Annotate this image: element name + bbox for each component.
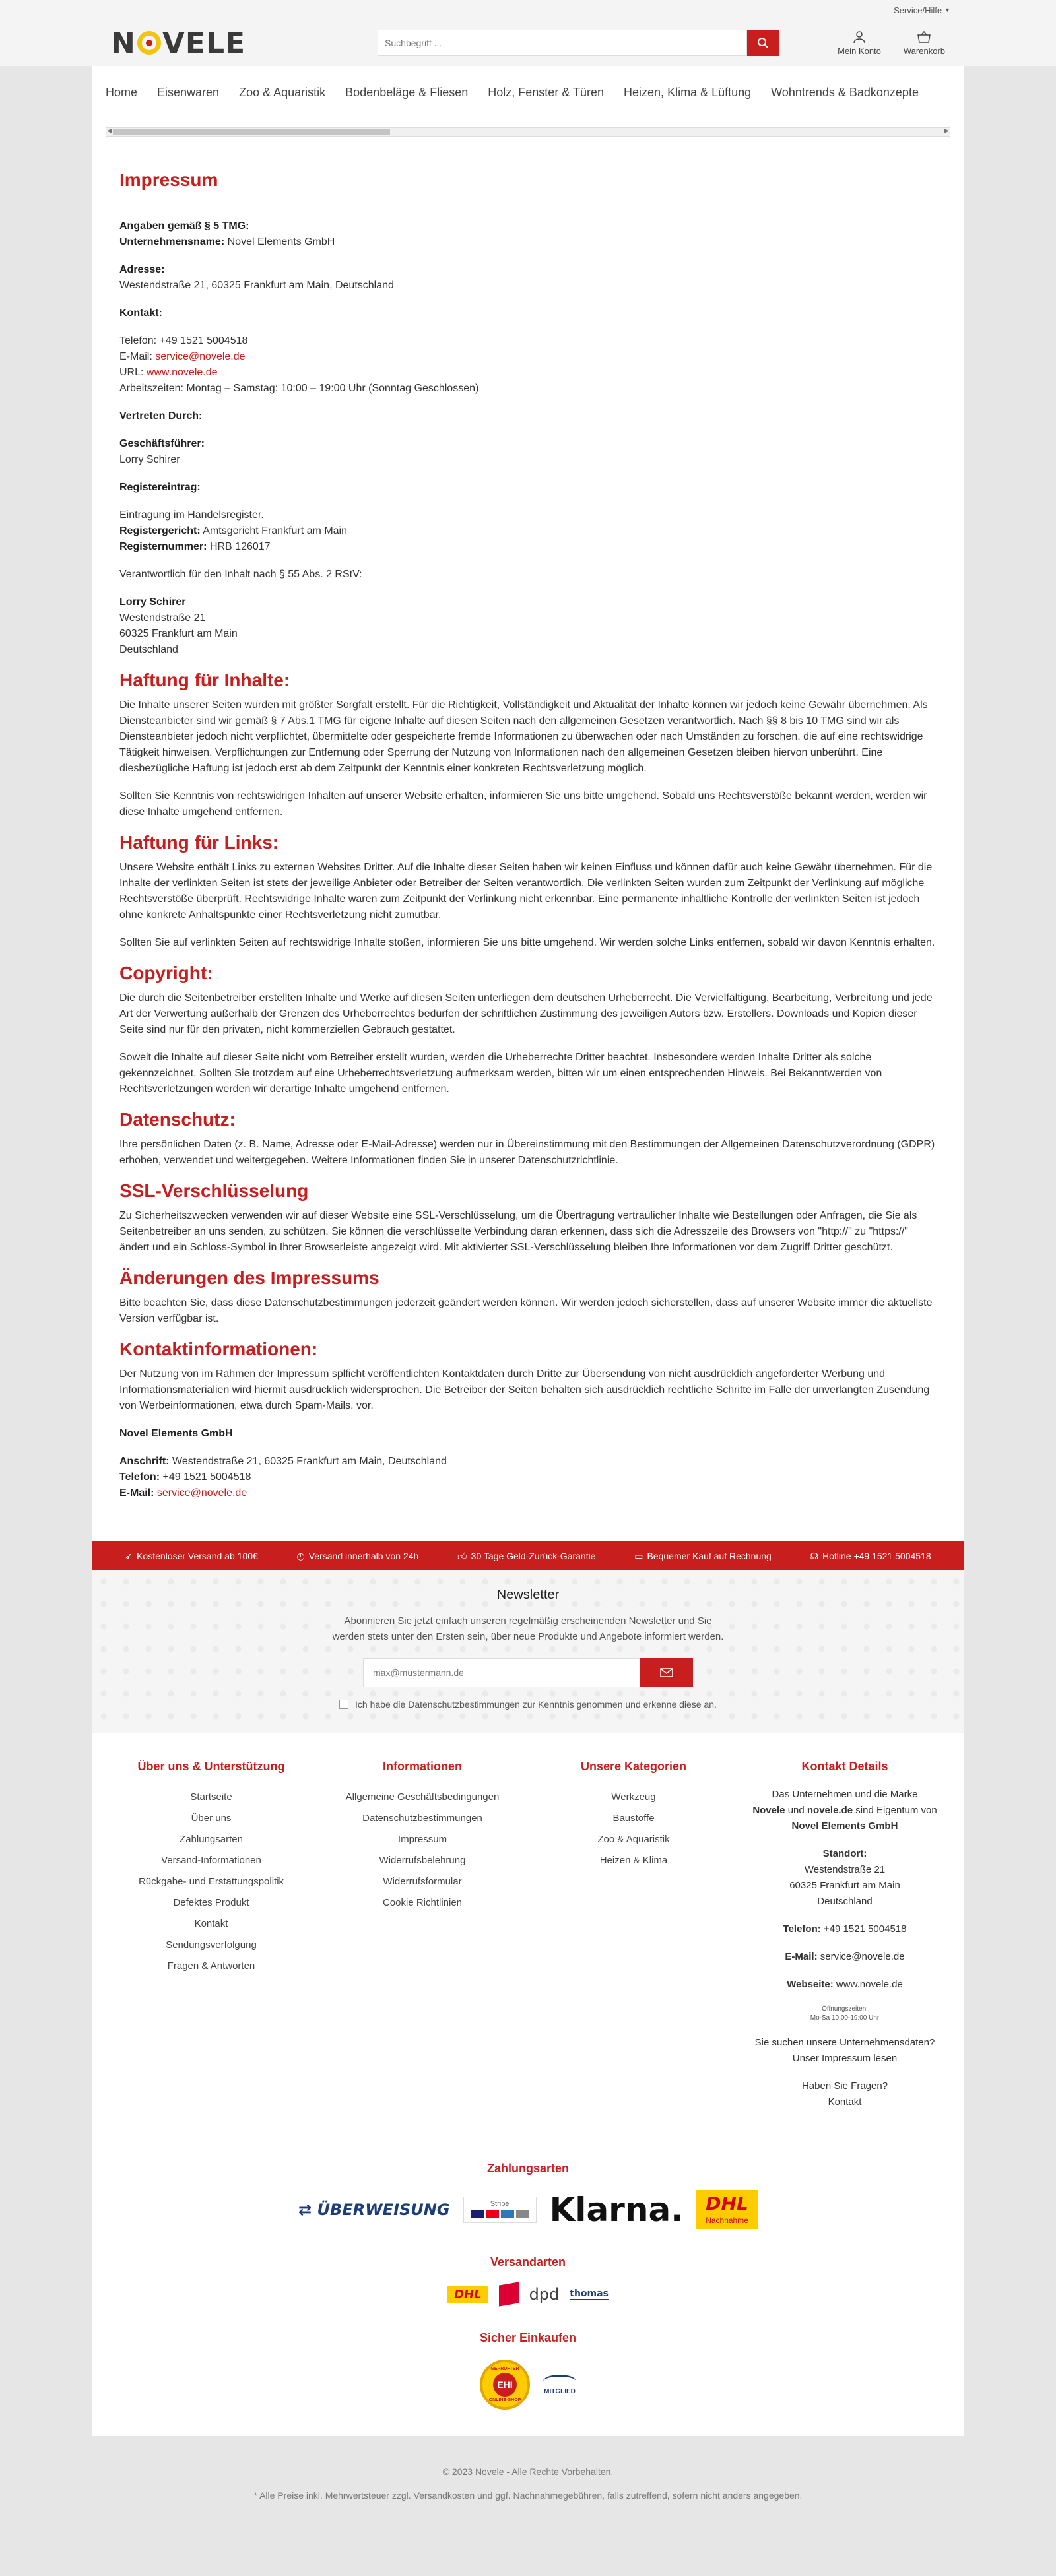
footer-link[interactable]: Widerrufsformular xyxy=(383,1876,462,1887)
footer-link[interactable]: Sendungsverfolgung xyxy=(166,1939,257,1950)
ehi-seal: GEPRÜFTER EHI ONLINE-SHOP xyxy=(480,2360,530,2410)
section-paragraph: Der Nutzung von im Rahmen der Impressum splficht veröffentlichten Kontaktdaten durch Dritte zur Übersendung von nicht ausdrücklich angeforderter Werbung und Informationsmaterialien wird hiermit ausdrücklich widersprochen. Die Betreiber der Seiten behalten sich ausdrücklich rechtliche Schritte im Falle der unverlangten Zusendung von Werbeinformationen, etwa durch Spam-Mails, vor. xyxy=(119,1368,930,1411)
footer-link[interactable]: Startseite xyxy=(190,1791,232,1803)
chevron-down-icon: ▼ xyxy=(944,7,950,13)
section-title: Copyright: xyxy=(119,963,213,983)
opening-hours: Öffnungszeiten: Mo-Sa 10:00-19:00 Uhr xyxy=(810,2005,880,2022)
newsletter-email-input[interactable] xyxy=(363,1658,640,1687)
search-icon xyxy=(757,37,769,49)
footer-phone: Telefon: +49 1521 5004518 xyxy=(783,1923,907,1935)
usp-item: ➶ Kostenloser Versand ab 100€ xyxy=(125,1550,258,1561)
payment-methods: Zahlungsarten ⇄ ÜBERWEISUNG Stripe Klarna. DHL Nachnahme xyxy=(0,2148,1056,2242)
search-input[interactable] xyxy=(378,30,747,56)
email-link[interactable]: service@novele.de xyxy=(155,351,246,362)
footer-col-categories: Unsere Kategorien Werkzeug Baustoffe Zoo & Aquaristik Heizen & Klima xyxy=(528,1760,739,2122)
horizontal-scrollbar[interactable] xyxy=(106,127,950,137)
resp-label: Verantwortlich für den Inhalt nach § 55 Abs. 2 RStV: xyxy=(119,569,362,580)
main-nav xyxy=(0,66,1056,119)
nav-item-holz[interactable]: Holz, Fenster & Türen xyxy=(488,85,605,99)
usp-item: 👍︎ 30 Tage Geld-Zurück-Garantie xyxy=(457,1550,596,1561)
footer-link[interactable]: Kontakt xyxy=(194,1918,228,1929)
impressum-box xyxy=(106,152,950,1528)
footer-link[interactable]: Allgemeine Geschäftsbedingungen xyxy=(345,1791,500,1803)
section-title: Änderungen des Impressums xyxy=(119,1268,380,1288)
footer xyxy=(0,1733,1056,2148)
section-paragraph: Ihre persönlichen Daten (z. B. Name, Adresse oder E-Mail-Adresse) werden nur in Übereinstimmung mit den Bestimmungen der Allgemeinen Datenschutzverordnung (GDPR) erhoben, verwendet und weitergegeben. Weitere Informationen finden Sie in unserer Datenschutzrichtlinie. xyxy=(119,1139,935,1166)
section-title: Haftung für Links: xyxy=(119,832,279,853)
user-icon xyxy=(853,30,866,44)
basket-icon xyxy=(917,30,931,44)
section-paragraph: Sollten Sie Kenntnis von rechtswidrigen Inhalten auf unserer Website erhalten, informieren Sie uns bitte umgehend. Sobald uns Rechtsverstöße bekannt werden, werden wir diese Inhalte umgehend entfernen. xyxy=(119,790,927,818)
logo[interactable]: N VELE xyxy=(111,26,246,60)
ceo-block: Geschäftsführer: Lorry Schirer xyxy=(119,438,205,465)
contact-company: Novel Elements GmbH xyxy=(119,1428,233,1439)
location-block: Standort: Westendstraße 21 60325 Frankfurt am Main Deutschland xyxy=(789,1848,900,1907)
search-button[interactable] xyxy=(747,30,779,56)
section-paragraph: Sollten Sie auf verlinkten Seiten auf rechtswidrige Inhalte stoßen, informieren Sie uns bitte umgehend. Wir werden solche Links entfernen, sobald wir davon Kenntnis erhalten. xyxy=(119,937,935,948)
section-paragraph: Die durch die Seitenbetreiber erstellten Inhalte und Werke auf diesen Seiten unterliegen dem deutschen Urheberrecht. Die Vervielfältigung, Bearbeitung, Verbreitung und jede Art der Verwertung außerhalb der Grenzen des Urheberrechtes bedürfen der schriftlichen Zustimmung des jeweiligen Autors bzw. Erstellers. Downloads und Kopien dieser Seite sind nur für den privaten, nicht kommerziellen Gebrauch gestattet. xyxy=(119,992,933,1035)
transfer-logo: ⇄ ÜBERWEISUNG xyxy=(298,2200,450,2219)
footer-link[interactable]: Defektes Produkt xyxy=(173,1897,249,1908)
thumbs-up-icon: 👍︎ xyxy=(457,1550,467,1561)
help-block: Haben Sie Fragen? Kontakt xyxy=(801,2080,888,2108)
rep-block: Vertreten Durch: xyxy=(119,410,203,422)
resp-block: Lorry Schirer Westendstraße 21 60325 Frankfurt am Main Deutschland xyxy=(119,596,238,655)
thomas-logo: thomas xyxy=(570,2288,609,2299)
footer-link[interactable]: Impressum xyxy=(397,1834,447,1845)
clock-icon: ◷ xyxy=(296,1550,305,1561)
footer-link[interactable]: Cookie Richtlinien xyxy=(382,1897,463,1908)
url-link[interactable]: www.novele.de xyxy=(146,367,218,378)
footer-link[interactable]: Widerrufsbelehrung xyxy=(379,1855,466,1866)
stripe-logo: Stripe xyxy=(463,2197,537,2223)
section-title: Datenschutz: xyxy=(119,1109,236,1130)
dpd-cube-icon xyxy=(499,2282,519,2306)
contact-block: Telefon: +49 1521 5004518 E-Mail: service@novele.de URL: www.novele.de Arbeitszeiten: Montag – Samstag: 10:00 – 19:00 Uhr (Sonntag Geschlossen) xyxy=(119,335,479,394)
section-paragraph: Unsere Website enthält Links zu externen Websites Dritter. Auf die Inhalte dieser Seiten haben wir keinen Einfluss und können dafür auch keine Gewähr übernehmen. Für die Inhalte der verlinkten Seiten ist stets der jeweilige Anbieter oder Betreiber der Seiten verantwortlich. Die verlinkten Seiten wurden zum Zeitpunkt der Verlinkung auf mögliche Rechtsverstöße überprüft. Rechtswidrige Inhalte waren zum Zeitpunkt der Verlinkung nicht erkennbar. Eine permanente inhaltliche Kontrolle der verlinkten Seiten ist jedoch ohne konkrete Anhaltspunkte einer Rechtsverletzung nicht zumutbar. xyxy=(119,862,933,920)
usp-item: ☊ Hotline +49 1521 5004518 xyxy=(810,1550,931,1561)
section-title: Kontaktinformationen: xyxy=(119,1339,318,1359)
footer-link[interactable]: Datenschutzbestimmungen xyxy=(362,1813,482,1824)
service-help-link[interactable]: Service/Hilfe ▼ xyxy=(894,5,950,15)
wallet-icon: ▭ xyxy=(634,1550,644,1561)
account-button[interactable]: Mein Konto xyxy=(838,30,881,56)
section-title: Haftung für Inhalte: xyxy=(119,670,290,690)
nav-item-heizen[interactable]: Heizen, Klima & Lüftung xyxy=(624,85,752,99)
copyright: © 2023 Novele - Alle Rechte Vorbehalten. xyxy=(442,2466,614,2477)
consent-checkbox[interactable] xyxy=(339,1700,348,1709)
headset-icon: ☊ xyxy=(810,1550,818,1561)
klarna-logo: Klarna. xyxy=(549,2190,684,2229)
newsletter-desc: Abonnieren Sie jetzt einfach unseren regelmäßig erscheinenden Newsletter und Sie werden stets unter den Ersten sein, über neue Produkte und Angebote informiert werden. xyxy=(332,1615,724,1642)
page-title: Impressum xyxy=(119,170,218,190)
main-content xyxy=(0,145,1056,1541)
envelope-icon xyxy=(660,1668,673,1677)
search-bar xyxy=(378,30,779,56)
reg-block: Eintragung im Handelsregister. Registergericht: Amtsgericht Frankfurt am Main Registernummer: HRB 126017 xyxy=(119,509,347,552)
secure-shopping: Sicher Einkaufen GEPRÜFTER EHI ONLINE-SHOP MITGLIED xyxy=(0,2318,1056,2436)
newsletter-title: Newsletter xyxy=(496,1588,560,1602)
tmg-block: Angaben gemäß § 5 TMG: Unternehmensname: Novel Elements GmbH xyxy=(119,220,335,247)
contact-details: Anschrift: Westendstraße 21, 60325 Frankfurt am Main, Deutschland Telefon: +49 1521 5004518 E-Mail: service@novele.de xyxy=(119,1456,447,1498)
nav-item-zoo[interactable]: Zoo & Aquaristik xyxy=(239,85,326,99)
section-paragraph: Die Inhalte unserer Seiten wurden mit größter Sorgfalt erstellt. Für die Richtigkeit, Vollständigkeit und Aktualität der Inhalte können wir jedoch keine Gewähr übernehmen. Als Diensteanbieter sind wir gemäß § 7 Abs.1 TMG für eigene Inhalte auf diesen Seiten nach den allgemeinen Gesetzen verantwortlich. Nach §§ 8 bis 10 TMG sind wir als Diensteanbieter jedoch nicht verpflichtet, übermittelte oder gespeicherte fremde Informationen zu überwachen oder nach Umständen zu forschen, die auf eine rechtswidrige Tätigkeit hinweisen. Verpflichtungen zur Entfernung oder Sperrung der Nutzung von Informationen nach den allgemeinen Gesetzen bleiben hiervon unberührt. Eine diesbezügliche Haftung ist jedoch erst ab dem Zeitpunkt der Kenntnis einer konkreten Rechtsverletzung möglich. xyxy=(119,699,928,774)
scrollbar-thumb[interactable] xyxy=(113,129,390,135)
footer-link[interactable]: Zahlungsarten xyxy=(180,1834,243,1845)
shipping-methods: Versandarten DHL dpd thomas xyxy=(0,2242,1056,2318)
ownership-text: Das Unternehmen und die Marke Novele und novele.de sind Eigentum von Novel Elements GmbH xyxy=(752,1789,937,1832)
footer-col-about: Über uns & Unterstützung Startseite Über uns Zahlungsarten Versand-Informationen Rückgabe- und Erstattungspolitik Defektes Produkt Kontakt Sendungsverfolgung Fragen & Antworten xyxy=(106,1760,317,2122)
scroll-right-icon[interactable]: ▶ xyxy=(944,127,949,135)
nav-item-home[interactable]: Home xyxy=(106,85,138,99)
dhl-cod-logo: DHL Nachnahme xyxy=(696,2190,758,2229)
dpd-logo: dpd xyxy=(529,2285,560,2303)
card-icons xyxy=(471,2210,529,2218)
footer-web: Webseite: www.novele.de xyxy=(787,1979,903,1990)
newsletter-form xyxy=(92,1658,964,1687)
member-icon xyxy=(543,2375,576,2388)
footer-link[interactable]: Baustoffe xyxy=(612,1813,655,1824)
dhl-logo: DHL xyxy=(447,2286,488,2303)
vat-notice: * Alle Preise inkl. Mehrwertsteuer zzgl. Versandkosten und ggf. Nachnahmegebühren, falls zutreffend, sofern nicht anders angegeben. xyxy=(253,2490,803,2501)
contact-link[interactable]: Kontakt xyxy=(828,2096,862,2108)
footer-link[interactable]: Zoo & Aquaristik xyxy=(597,1834,670,1845)
company-data-block: Sie suchen unsere Unternehmensdaten? Unser Impressum lesen xyxy=(754,2037,935,2064)
usp-item: ◷ Versand innerhalb von 24h xyxy=(296,1550,419,1561)
section-paragraph: Bitte beachten Sie, dass diese Datenschutzbestimmungen jederzeit geändert werden können. Wir werden jedoch sicherstellen, dass auf unserer Website immer die aktuellste Version verfügbar ist. xyxy=(119,1297,933,1324)
nav-item-boden[interactable]: Bodenbeläge & Fliesen xyxy=(345,85,469,99)
reg-label: Registereintrag: xyxy=(119,482,201,493)
member-badge: MITGLIED xyxy=(543,2375,576,2395)
footer-link[interactable]: Über uns xyxy=(191,1813,232,1824)
address-block: Adresse: Westendstraße 21, 60325 Frankfurt am Main, Deutschland xyxy=(119,264,394,291)
nav-item-wohntrends[interactable]: Wohntrends & Badkonzepte xyxy=(771,85,919,99)
footer-col-contact: Kontakt Details Das Unternehmen und die Marke Novele und novele.de sind Eigentum von Novel Elements GmbH Standort: Westendstraße 21 60325 Frankfurt am Main Deutschland Telefon: +49 1521 5004518 E-Mail: service@novele.de Webseite: www.novele.de Öffnungszeiten: Mo-Sa 10:00-19:00 Uhr Sie suchen unsere Unternehmensdaten? Unser Impressum lesen Haben Sie Fragen? Kontakt xyxy=(739,1760,950,2122)
footer-link[interactable]: Heizen & Klima xyxy=(599,1855,668,1866)
footer-email: E-Mail: service@novele.de xyxy=(785,1951,905,1962)
footer-link[interactable]: Versand-Informationen xyxy=(161,1855,261,1866)
footer-link[interactable]: Rückgabe- und Erstattungspolitik xyxy=(138,1876,284,1887)
contact-email-link[interactable]: service@novele.de xyxy=(156,1487,248,1498)
logo-o-icon xyxy=(137,31,161,55)
newsletter xyxy=(0,1570,1056,1733)
impressum-link[interactable]: Unser Impressum lesen xyxy=(792,2053,898,2064)
newsletter-submit-button[interactable] xyxy=(640,1658,693,1687)
rocket-icon: ➶ xyxy=(125,1550,133,1561)
top-bar xyxy=(0,0,1056,20)
nav-scrollbar xyxy=(0,119,1056,145)
footer-link[interactable]: Fragen & Antworten xyxy=(167,1960,255,1972)
transfer-icon: ⇄ xyxy=(298,2200,317,2219)
scroll-left-icon[interactable]: ◀ xyxy=(107,127,112,135)
header xyxy=(0,20,1056,66)
usp-bar xyxy=(0,1541,1056,1570)
newsletter-consent: Ich habe die Datenschutzbestimmungen zur Kenntnis genommen und erkenne diese an. xyxy=(92,1699,964,1710)
footer-link[interactable]: Werkzeug xyxy=(611,1791,656,1803)
contact-label: Kontakt: xyxy=(119,307,162,319)
footer-col-info: Informationen Allgemeine Geschäftsbedingungen Datenschutzbestimmungen Impressum Widerrufsbelehrung Widerrufsformular Cookie Richtlinien xyxy=(317,1760,528,2122)
section-paragraph: Soweit die Inhalte auf dieser Seite nicht vom Betreiber erstellt wurden, werden die Urheberrechte Dritter beachtet. Insbesondere werden Inhalte Dritter als solche gekennzeichnet. Sollten Sie trotzdem auf eine Urheberrechtsverletzung aufmerksam werden, bitten wir um einen entsprechenden Hinweis. Bei Bekanntwerden von Rechtsverletzungen werden wir derartige Inhalte umgehend entfernen. xyxy=(119,1052,882,1095)
nav-item-eisenwaren[interactable]: Eisenwaren xyxy=(157,85,220,99)
section-paragraph: Zu Sicherheitszwecken verwenden wir auf dieser Website eine SSL-Verschlüsselung, um die Übertragung vertraulicher Inhalte wie Bestellungen oder Anfragen, die Sie als Seitenbetreiber an uns senden, zu schützen. Sie können die verschlüsselte Verbindung daran erkennen, dass sich die Adresszeile des Browsers von "http://" zu "https://" ändert und ein Schloss-Symbol in Ihrer Browserleiste angezeigt wird. Mit aktivierter SSL-Verschlüsselung bleiben Ihre Informationen vor dem Zugriff Dritter geschützt. xyxy=(119,1210,917,1253)
section-title: SSL-Verschlüsselung xyxy=(119,1180,309,1201)
usp-item: ▭ Bequemer Kauf auf Rechnung xyxy=(634,1550,772,1561)
cart-button[interactable]: Warenkorb xyxy=(904,30,945,56)
